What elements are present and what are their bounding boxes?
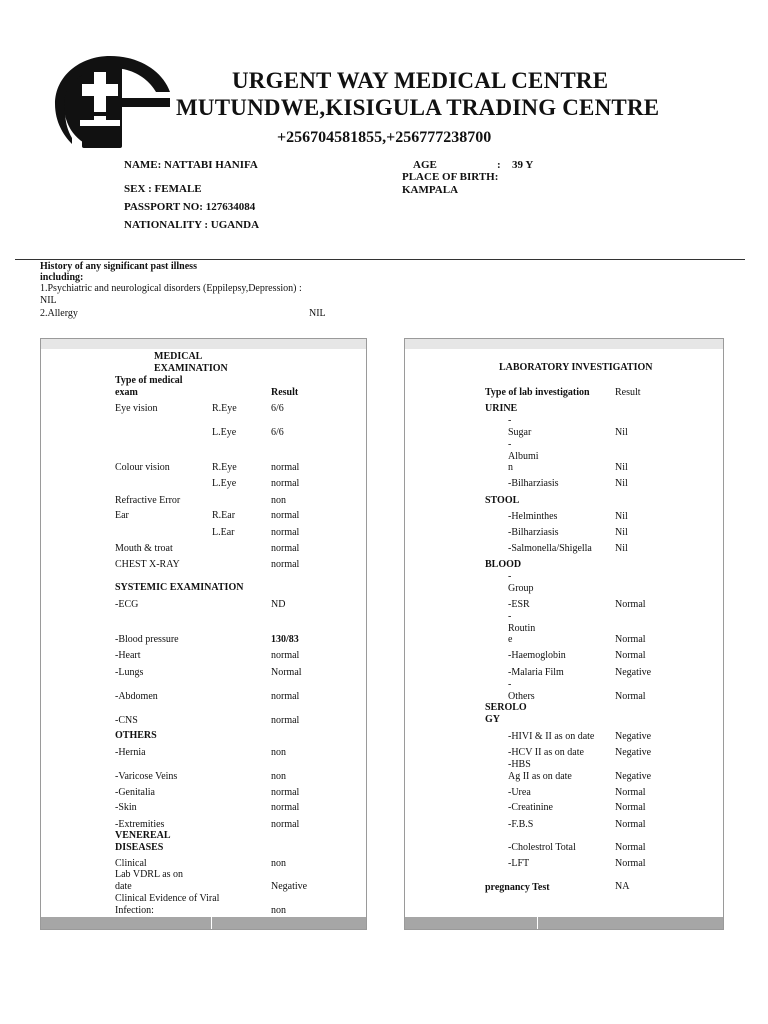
serology-heading: SEROLO bbox=[485, 702, 527, 713]
sugar-label: Sugar bbox=[508, 427, 532, 438]
venereal-clinical-value: non bbox=[271, 858, 286, 869]
row-value: normal bbox=[271, 527, 300, 538]
fbs-label: -F.B.S bbox=[508, 819, 534, 830]
row-side: R.Eye bbox=[212, 462, 237, 473]
others-value: non bbox=[271, 771, 286, 782]
dash: - bbox=[508, 439, 512, 450]
systemic-label: -Blood pressure bbox=[115, 634, 179, 645]
urea-label: -Urea bbox=[508, 787, 531, 798]
systemic-value: normal bbox=[271, 650, 300, 661]
medical-heading: MEDICAL bbox=[154, 351, 203, 362]
lab-col-type: Type of lab investigation bbox=[485, 387, 590, 398]
routine-label: Routin bbox=[508, 623, 536, 634]
dash: - bbox=[508, 571, 512, 582]
others-heading: OTHERS bbox=[115, 730, 157, 741]
venereal-viral: Clinical Evidence of Viral bbox=[115, 893, 220, 904]
others-value: Normal bbox=[615, 691, 646, 702]
col-type-header: Type of medical bbox=[115, 375, 183, 386]
row-label: Refractive Error bbox=[115, 495, 181, 506]
others-value: non bbox=[271, 747, 286, 758]
others-label: -Varicose Veins bbox=[115, 771, 178, 782]
place-of-birth-value: KAMPALA bbox=[402, 184, 459, 196]
systemic-label: -Lungs bbox=[115, 667, 144, 678]
bar-separator bbox=[537, 917, 538, 929]
history-item-allergy-value: NIL bbox=[309, 308, 326, 319]
laboratory-panel bbox=[404, 338, 724, 930]
helminthes-value: Nil bbox=[615, 511, 628, 522]
serology-heading-cont: GY bbox=[485, 714, 500, 725]
malaria-value: Negative bbox=[615, 667, 652, 678]
routine-label-cont: e bbox=[508, 634, 513, 645]
esr-label: -ESR bbox=[508, 599, 530, 610]
row-side: L.Eye bbox=[212, 427, 237, 438]
systemic-heading: SYSTEMIC EXAMINATION bbox=[115, 582, 244, 593]
pregnancy-value: NA bbox=[615, 881, 630, 892]
medical-heading-cont: EXAMINATION bbox=[154, 363, 228, 374]
hbs-label: -HBS bbox=[508, 759, 531, 770]
row-side: L.Eye bbox=[212, 478, 237, 489]
venereal-lab-value: Negative bbox=[271, 881, 308, 892]
helminthes-label: -Helminthes bbox=[508, 511, 558, 522]
row-label: Colour vision bbox=[115, 462, 170, 473]
cholesterol-value: Normal bbox=[615, 842, 646, 853]
hbs-label-cont: Ag II as on date bbox=[508, 771, 572, 782]
malaria-label: -Malaria Film bbox=[508, 667, 564, 678]
venereal-lab-cont: date bbox=[115, 881, 132, 892]
venereal-heading: VENEREAL bbox=[115, 830, 171, 841]
row-side: R.Eye bbox=[212, 403, 237, 414]
systemic-label: -Abdomen bbox=[115, 691, 158, 702]
lft-label: -LFT bbox=[508, 858, 530, 869]
hbs-value: Negative bbox=[615, 771, 652, 782]
lab-col-result: Result bbox=[615, 387, 641, 398]
row-value: normal bbox=[271, 462, 300, 473]
patient-name: NAME: NATTABI HANIFA bbox=[124, 159, 258, 171]
albumin-value: Nil bbox=[615, 462, 628, 473]
creatinine-label: -Creatinine bbox=[508, 802, 553, 813]
hcv-value: Negative bbox=[615, 747, 652, 758]
systemic-value: normal bbox=[271, 715, 300, 726]
row-value: normal bbox=[271, 510, 300, 521]
bilharziasis-urine-label: -Bilharziasis bbox=[508, 478, 559, 489]
lab-heading: LABORATORY INVESTIGATION bbox=[499, 362, 653, 373]
row-side: L.Ear bbox=[212, 527, 235, 538]
systemic-label: -ECG bbox=[115, 599, 139, 610]
row-value: non bbox=[271, 495, 286, 506]
esr-value: Normal bbox=[615, 599, 646, 610]
divider bbox=[15, 259, 745, 260]
patient-sex: SEX : FEMALE bbox=[124, 183, 202, 195]
systemic-value: Normal bbox=[271, 667, 302, 678]
others-label: Others bbox=[508, 691, 535, 702]
cholesterol-label: -Cholestrol Total bbox=[508, 842, 576, 853]
age-label: AGE bbox=[413, 159, 437, 171]
stool-heading: STOOL bbox=[485, 495, 520, 506]
panel-top-bar bbox=[41, 339, 366, 349]
haemoglobin-value: Normal bbox=[615, 650, 646, 661]
urea-value: Normal bbox=[615, 787, 646, 798]
row-side: R.Ear bbox=[212, 510, 236, 521]
history-heading-cont: including: bbox=[40, 272, 84, 283]
panel-top-bar bbox=[405, 339, 723, 349]
hiv-value: Negative bbox=[615, 731, 652, 742]
venereal-heading-cont: DISEASES bbox=[115, 842, 164, 853]
passport-number: PASSPORT NO: 127634084 bbox=[124, 201, 256, 213]
dash: - bbox=[508, 679, 512, 690]
hcv-label: -HCV II as on date bbox=[508, 747, 584, 758]
dash: - bbox=[508, 611, 512, 622]
age-value: 39 Y bbox=[512, 159, 534, 171]
history-item-allergy: 2.Allergy bbox=[40, 308, 78, 319]
others-label: -Extremities bbox=[115, 819, 165, 830]
venereal-viral-value: non bbox=[271, 905, 286, 916]
others-label: -Skin bbox=[115, 802, 137, 813]
pregnancy-label: pregnancy Test bbox=[485, 882, 550, 893]
others-value: normal bbox=[271, 819, 300, 830]
venereal-clinical: Clinical bbox=[115, 858, 147, 869]
fbs-value: Normal bbox=[615, 819, 646, 830]
clinic-logo bbox=[50, 52, 174, 150]
clinic-name: URGENT WAY MEDICAL CENTRE bbox=[232, 68, 609, 93]
row-value: normal bbox=[271, 478, 300, 489]
group-label: Group bbox=[508, 583, 534, 594]
hiv-label: -HIVI & II as on date bbox=[508, 731, 595, 742]
urine-heading: URINE bbox=[485, 403, 518, 414]
clinic-address: MUTUNDWE,KISIGULA TRADING CENTRE bbox=[176, 95, 660, 120]
clinic-phones: +256704581855,+256777238700 bbox=[277, 129, 492, 146]
others-label: -Genitalia bbox=[115, 787, 155, 798]
systemic-value: 130/83 bbox=[271, 634, 299, 645]
venereal-lab: Lab VDRL as on bbox=[115, 869, 184, 880]
bilharziasis-stool-value: Nil bbox=[615, 527, 628, 538]
albumin-label: Albumi bbox=[508, 451, 539, 462]
panel-bottom-bar bbox=[41, 917, 366, 929]
lft-value: Normal bbox=[615, 858, 646, 869]
systemic-label: -CNS bbox=[115, 715, 138, 726]
salmonella-value: Nil bbox=[615, 543, 628, 554]
bilharziasis-urine-value: Nil bbox=[615, 478, 628, 489]
row-value: normal bbox=[271, 543, 300, 554]
col-result-header: Result bbox=[271, 387, 299, 398]
albumin-label-cont: n bbox=[508, 462, 513, 473]
sugar-value: Nil bbox=[615, 427, 628, 438]
row-value: 6/6 bbox=[271, 427, 284, 438]
systemic-label: -Heart bbox=[115, 650, 141, 661]
bilharziasis-stool-label: -Bilharziasis bbox=[508, 527, 559, 538]
venereal-viral-cont: Infection: bbox=[115, 905, 154, 916]
row-value: 6/6 bbox=[271, 403, 284, 414]
col-type-header-cont: exam bbox=[115, 387, 138, 398]
others-label: -Hernia bbox=[115, 747, 146, 758]
history-item-psychiatric: 1.Psychiatric and neurological disorders (Eppilepsy,Depression) : bbox=[40, 283, 302, 294]
panel-bottom-bar bbox=[405, 917, 723, 929]
others-value: normal bbox=[271, 802, 300, 813]
row-value: normal bbox=[271, 559, 300, 570]
row-label: Mouth & troat bbox=[115, 543, 173, 554]
dash: - bbox=[508, 415, 512, 426]
salmonella-label: -Salmonella/Shigella bbox=[508, 543, 592, 554]
row-label: Ear bbox=[115, 510, 129, 521]
systemic-value: normal bbox=[271, 691, 300, 702]
systemic-value: ND bbox=[271, 599, 286, 610]
place-of-birth-label: PLACE OF BIRTH: bbox=[402, 171, 499, 183]
routine-value: Normal bbox=[615, 634, 646, 645]
bar-separator bbox=[211, 917, 212, 929]
blood-heading: BLOOD bbox=[485, 559, 522, 570]
row-label: Eye vision bbox=[115, 403, 158, 414]
haemoglobin-label: -Haemoglobin bbox=[508, 650, 566, 661]
creatinine-value: Normal bbox=[615, 802, 646, 813]
age-colon: : bbox=[497, 159, 501, 171]
medical-examination-panel bbox=[40, 338, 367, 930]
history-item-psychiatric-value: NIL bbox=[40, 295, 57, 306]
row-label: CHEST X-RAY bbox=[115, 559, 180, 570]
others-value: normal bbox=[271, 787, 300, 798]
nationality: NATIONALITY : UGANDA bbox=[124, 219, 260, 231]
history-heading: History of any significant past illness bbox=[40, 261, 197, 272]
